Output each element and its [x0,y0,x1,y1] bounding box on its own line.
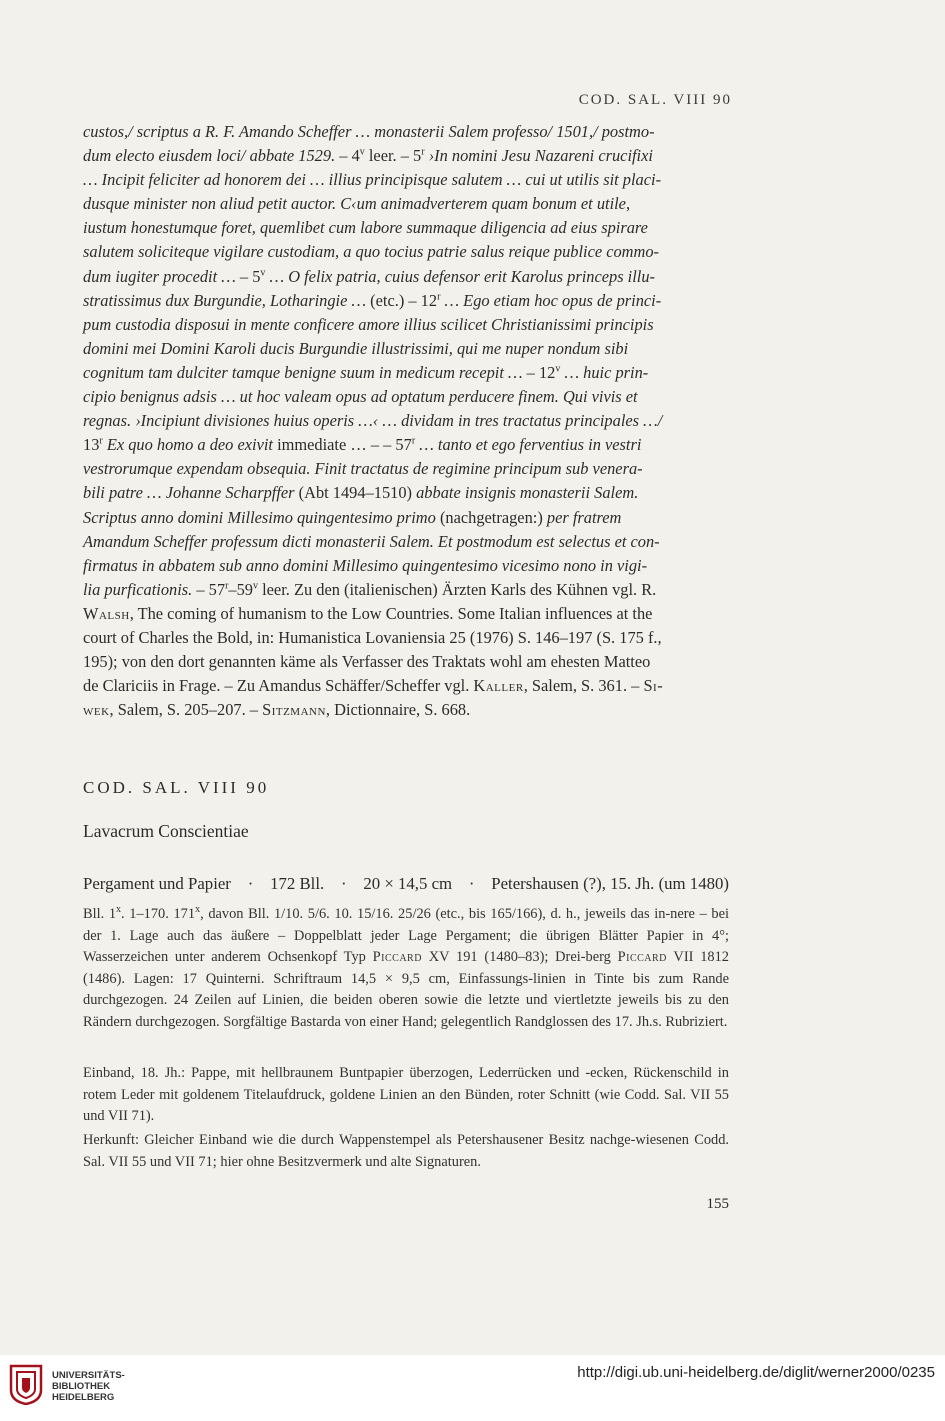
separator: · [340,874,347,893]
leaf-count: 172 Bll. [270,874,325,893]
work-title: Lavacrum Conscientiae [83,821,249,841]
viewer-footer [0,1355,945,1421]
binding-paragraph: Einband, 18. Jh.: Pappe, mit hellbraunem Buntpapier überzogen, Lederrücken und -ecken, Rückenschild in rotem Leder mit goldenem Titelaufdruck, goldene Linien an den Bünden, roter Schnitt (wie Codd. Sal. VII 55 und VII 71). [83,1065,729,1124]
page-number: 155 [706,1196,729,1212]
separator: · [247,874,254,893]
collation-paragraph: Bll. 1$^x$. 1–170. 171$^x$, davon Bll. 1/10. 5/6. 10. 15/16. 25/26 (etc., bis 165/166), d. h., jeweils das in-nere – bei der 1. Lage auch das äußere – Doppelblatt jeder Lage Pergament; die übrigen Blätter Papier in 4°; Wasserzeichen unter anderem Ochsenkopf Typ Piccard XV 191 (1480–83); Drei-berg Piccard VII 1812 (1486). Lagen: 17 Quinterni. Schriftraum 14,5 × 9,5 cm, Einfassungs-linien in Tinte bis zum Rande durchgezogen. 24 Zeilen auf Linien, die beiden oberen sowie die letzte und viertletzte jeweils bis zu den Rändern durchgezogen. Sorgfältige Bastarda von einer Hand; gelegentlich Randglossen des 17. Jh.s. Rubriziert. [83,904,729,1030]
university-library-logo-icon [8,1363,44,1405]
provenance-paragraph: Herkunft: Gleicher Einband wie die durch Wappenstempel als Petershausener Besitz nachge-wiesenen Codd. Sal. VII 55 und VII 71; hier ohne Besitzvermerk und alte Signaturen. [83,1132,729,1170]
library-name: UNIVERSITÄTS- BIBLIOTHEK HEIDELBERG [52,1370,125,1403]
source-url[interactable]: http://digi.ub.uni-heidelberg.de/diglit/werner2000/0235 [577,1364,935,1381]
body-text: custos,/ scriptus a R. F. Amando Scheffer … monasterii Salem professo/ 1501,/ postmo- dum electo eiusdem loci/ abbate 1529. – 4$^v$ leer. – 5$^r$ ›In nomini Jesu Nazareni crucifixi … Incipit feliciter ad honorem dei … illius principisque salutem … cui ut utilis sit placi- dusque minister non aliud petit auctor. C‹um animadverterem quam bonum et utile, iustum honestumque foret, quemlibet cum labore summaque diligencia ad eius spirare salutem soliciteque vigilare custodiam, a quo tocius patrie salus reique publice commo- dum iugiter procedit … – 5$^v$ … O felix patria, cuius defensor erit Karolus princeps illu- stratissimus dux Burgundie, Lotharingie … (etc.) – 12$^r$ … Ego etiam hoc opus de princi- pum custodia disposui in mente conficere amore illius scilicet Christianissimi principis domini mei Domini Karoli ducis Burgundie illustrissimi, qui me nuper nondum sibi cognitum tam dulciter tamque benigne suum in medicum recepit … – 12$^v$ … huic prin- cipio benignus adsis … ut hoc valeam opus ad optatum perducere finem. Qui vivis et regnas. ›Incipiunt divisiones huius operis …‹ … dividam in tres tractatus principales …/ 13$^r$ Ex quo homo a deo exivit immediate … – – 57$^r$ … tanto et ego ferventius in vestri vestrorumque expendam obsequia. Finit tractatus de regimine principum sub venera- bili patre … Johanne Scharpffer (Abt 1494–1510) abbate insignis monasterii Salem. Scriptus anno domini Millesimo quingentesimo primo (nachgetragen:) per fratrem Amandum Scheffer professum dicti monasterii Salem. Et postmodum est selectus et con- firmatus in abbatem sub anno domini Millesimo quingentesimo vicesimo nono in vigi- lia purficationis. – 57$^r$–59$^v$ leer. Zu den (italienischen) Ärzten Karls des Kühnen vgl. R. Walsh, The coming of humanism to the Low Countries. Some Italian influences at the court of Charles the Bold, in: Humanistica Lovaniensia 25 (1976) S. 146–197 (S. 175 f., 195); von den dort genannten käme als Verfasser des Traktats wohl am ehesten Matteo de Clariciis in Frage. – Zu Amandus Schäffer/Scheffer vgl. Kaller, Salem, S. 361. – Si- wek, Salem, S. 205–207. – Sitzmann, Dictionnaire, S. 668. [83,122,664,720]
dimensions: 20 × 14,5 cm [363,874,453,893]
origin-date: Petershausen (?), 15. Jh. (um 1480) [491,874,729,893]
running-head: COD. SAL. VIII 90 [578,92,732,108]
physical-description [83,874,729,894]
material: Pergament und Papier [83,874,231,893]
section-heading: COD. SAL. VIII 90 [83,778,270,797]
separator: · [468,874,475,893]
